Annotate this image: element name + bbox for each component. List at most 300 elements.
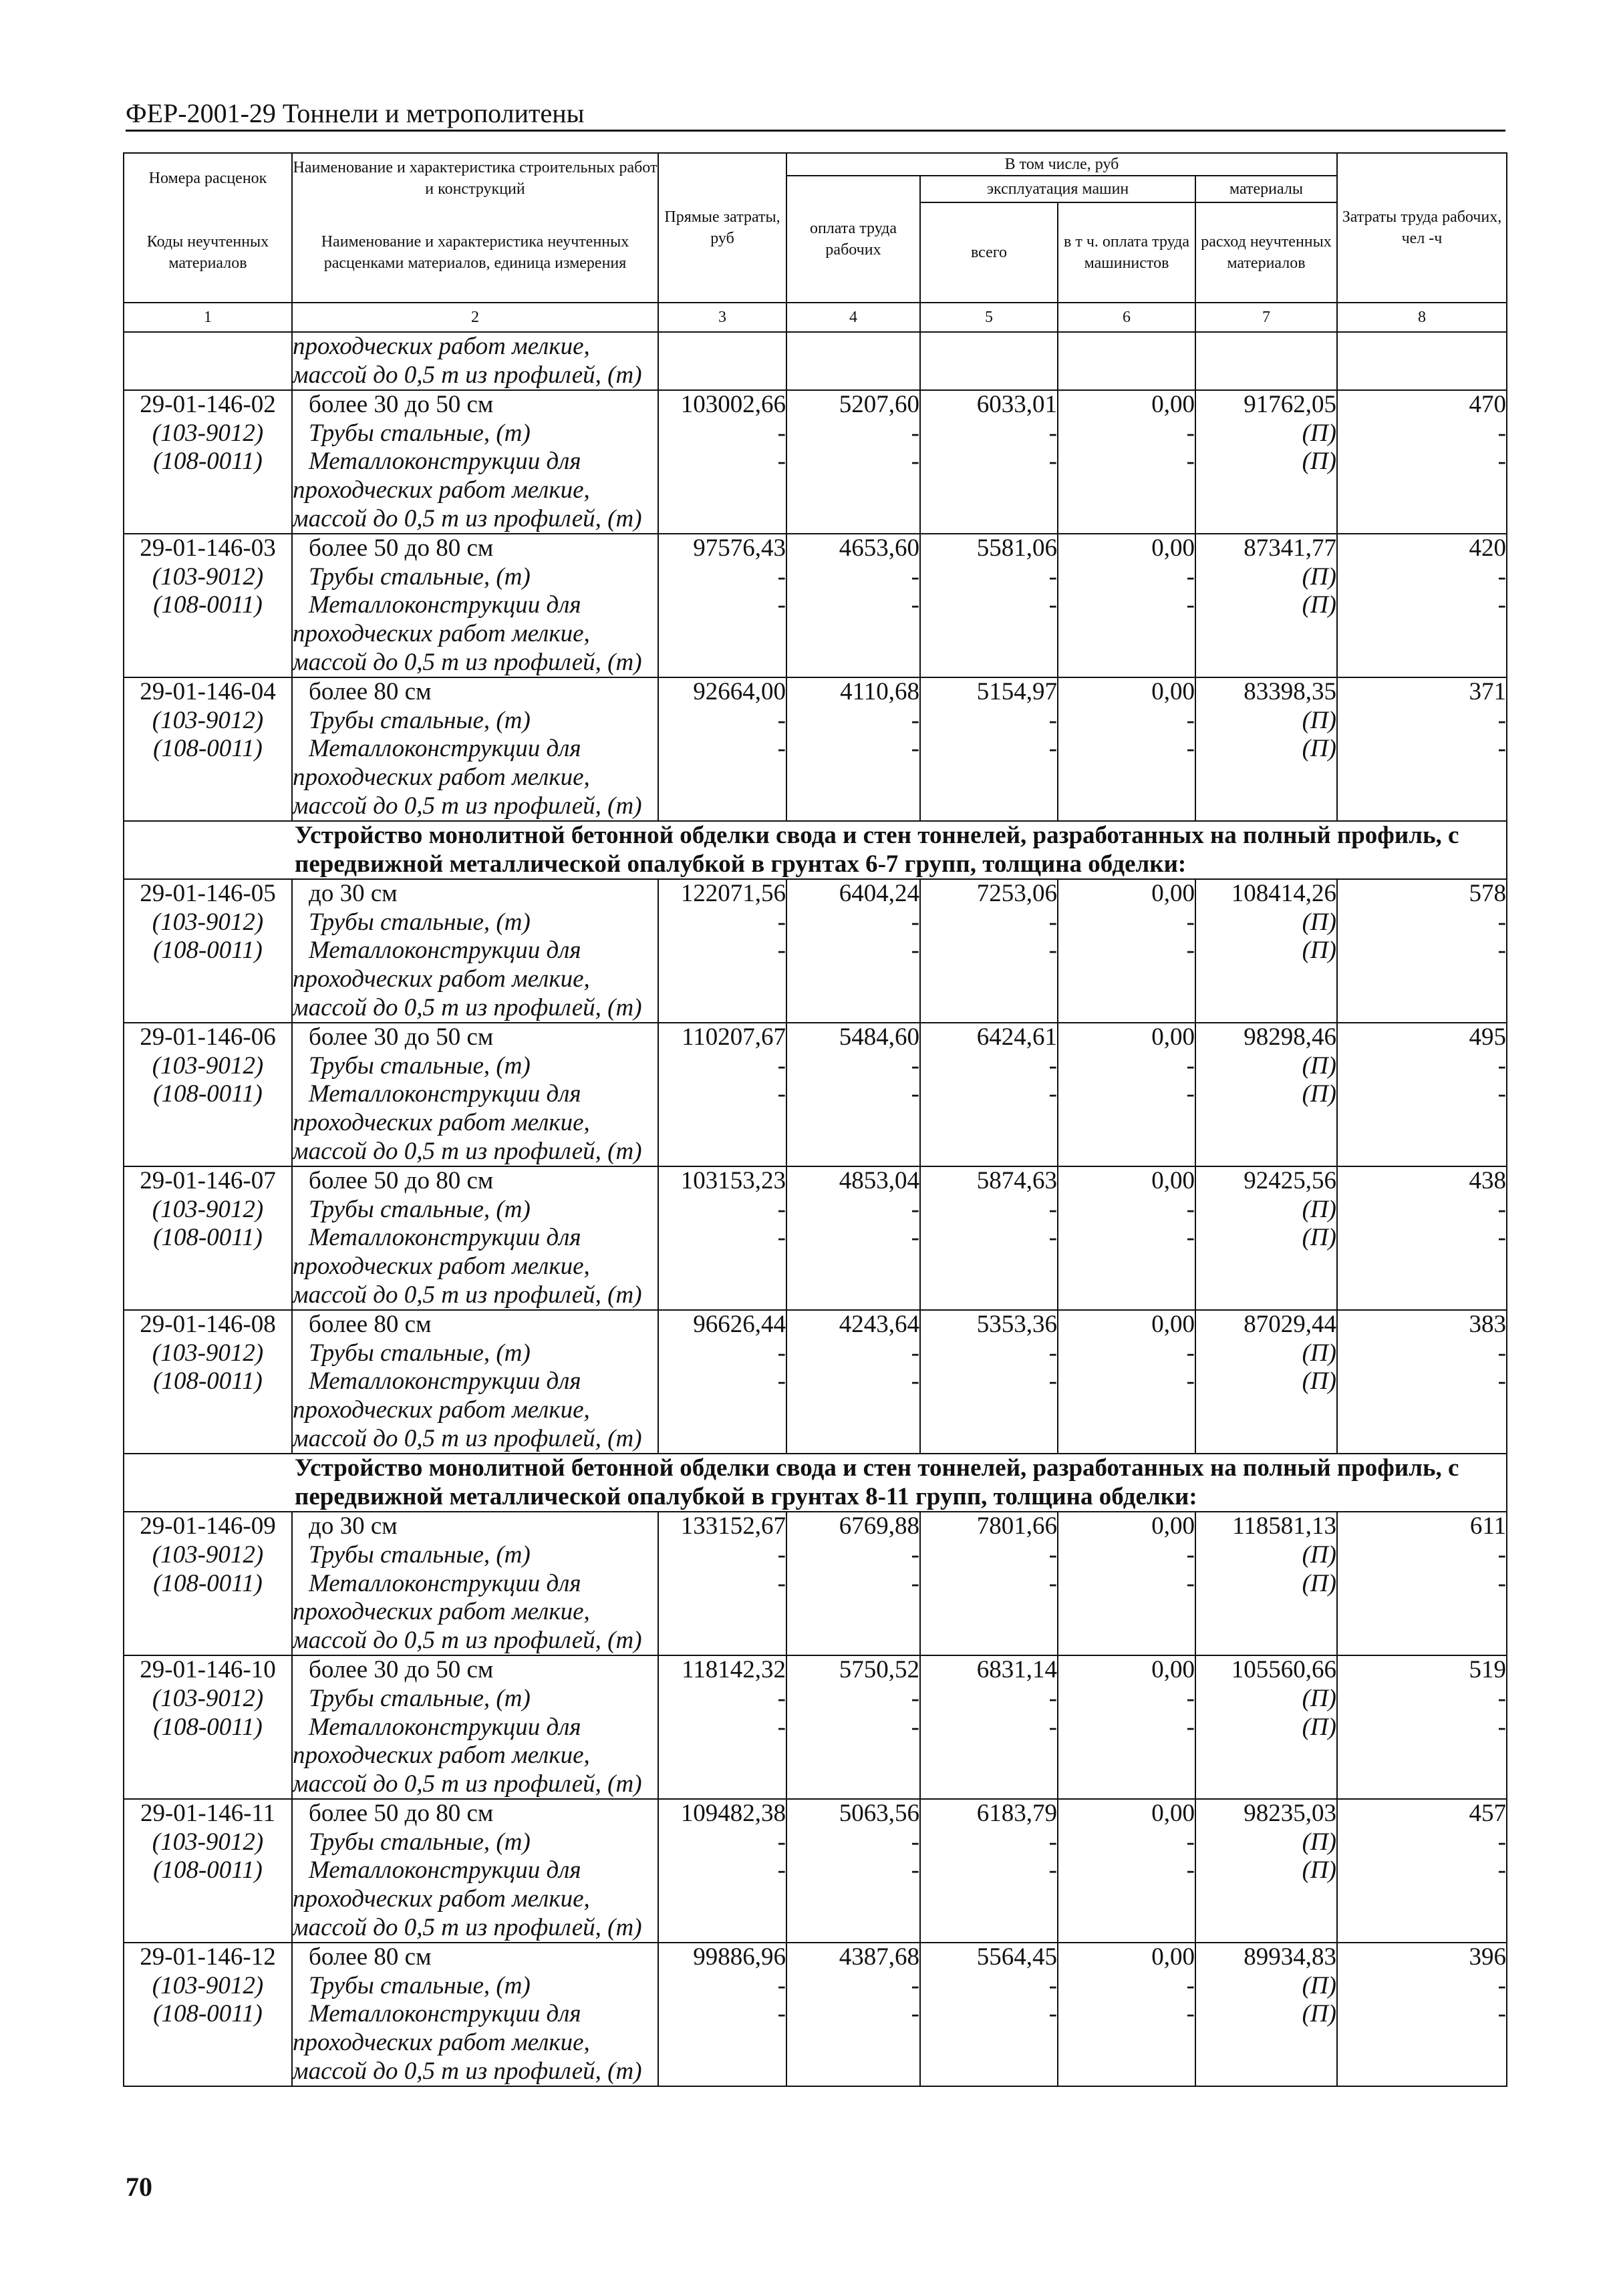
material-name: Трубы стальные, (т) xyxy=(309,1195,531,1223)
dash: - xyxy=(911,735,919,763)
dash: - xyxy=(1497,908,1506,936)
rate-code: 29-01-146-09 xyxy=(140,1512,276,1540)
material-name: массой до 0,5 т из профилей, (т) xyxy=(293,1770,642,1798)
section-title: Устройство монолитной бетонной обделки свода и стен тоннелей, разработанных на полный профиль, с передвижной металлической опалубкой в грунтах 8-11 групп, толщина обделки: xyxy=(292,1454,1507,1512)
labor-pay: 5750,52 xyxy=(839,1656,919,1684)
machinists-pay: 0,00 xyxy=(1151,1311,1195,1339)
machinists-pay: 0,00 xyxy=(1151,1167,1195,1195)
dash: - xyxy=(1497,419,1506,447)
materials-cost: 118581,13 xyxy=(1232,1512,1336,1540)
material-code: (108-0011) xyxy=(153,1367,263,1396)
rate-code: 29-01-146-08 xyxy=(140,1311,276,1339)
dash: - xyxy=(1048,448,1057,476)
rate-row xyxy=(124,1310,1507,1454)
machinists-pay: 0,00 xyxy=(1151,1512,1195,1540)
material-code: (103-9012) xyxy=(152,562,264,591)
dash: - xyxy=(1186,1684,1195,1712)
dash: - xyxy=(1186,1195,1195,1223)
materials-per-project: (П) xyxy=(1302,1367,1336,1396)
materials-cost: 98235,03 xyxy=(1244,1800,1336,1828)
column-number: 1 xyxy=(124,303,292,332)
material-name: Металлоконструкции для xyxy=(309,448,581,476)
labor-hours: 457 xyxy=(1469,1800,1506,1828)
dash: - xyxy=(1186,591,1195,619)
materials-per-project: (П) xyxy=(1302,908,1336,936)
materials-per-project: (П) xyxy=(1302,1224,1336,1252)
material-name: Металлоконструкции для xyxy=(309,591,581,619)
dash: - xyxy=(911,1828,919,1856)
dash: - xyxy=(1186,1540,1195,1569)
materials-cost: 91762,05 xyxy=(1244,391,1336,419)
rate-name: более 50 до 80 см xyxy=(309,1800,494,1828)
dash: - xyxy=(777,1080,786,1108)
labor-hours: 438 xyxy=(1469,1167,1506,1195)
rate-row xyxy=(124,390,1507,534)
dash: - xyxy=(1497,1713,1506,1741)
rate-code: 29-01-146-02 xyxy=(140,391,276,419)
dash: - xyxy=(1497,1195,1506,1223)
header-rate-numbers: Номера расценок xyxy=(124,153,292,202)
dash: - xyxy=(1048,419,1057,447)
material-code: (103-9012) xyxy=(152,706,264,734)
machinists-pay: 0,00 xyxy=(1151,534,1195,562)
materials-per-project: (П) xyxy=(1302,1540,1336,1569)
material-code: (108-0011) xyxy=(153,1080,263,1108)
dash: - xyxy=(1186,1856,1195,1884)
header-machinists-pay: в т ч. оплата труда машинистов xyxy=(1058,202,1195,303)
labor-pay: 4653,60 xyxy=(839,534,919,562)
machinists-pay: 0,00 xyxy=(1151,678,1195,706)
dash: - xyxy=(1186,1051,1195,1080)
dash: - xyxy=(1048,1971,1057,1999)
dash: - xyxy=(1048,937,1057,965)
material-code: (103-9012) xyxy=(152,1051,264,1080)
rate-name: более 80 см xyxy=(309,1311,432,1339)
material-name: Металлоконструкции для xyxy=(309,1224,581,1252)
material-name: проходческих работ мелкие, xyxy=(293,1742,590,1770)
dash: - xyxy=(777,706,786,734)
material-name: Трубы стальные, (т) xyxy=(309,706,531,734)
materials-cost: 92425,56 xyxy=(1244,1167,1336,1195)
direct-costs: 96626,44 xyxy=(693,1311,786,1339)
dash: - xyxy=(777,1569,786,1597)
material-code: (108-0011) xyxy=(153,2000,263,2028)
machinists-pay: 0,00 xyxy=(1151,391,1195,419)
labor-pay: 5484,60 xyxy=(839,1023,919,1051)
material-name: Металлоконструкции для xyxy=(309,937,581,965)
materials-per-project: (П) xyxy=(1302,591,1336,619)
material-name: проходческих работ мелкие, xyxy=(293,1598,590,1626)
column-number: 6 xyxy=(1058,303,1195,332)
dash: - xyxy=(777,735,786,763)
material-code: (103-9012) xyxy=(152,908,264,936)
header-machines-total: всего xyxy=(920,202,1058,303)
dash: - xyxy=(777,1828,786,1856)
rates-table xyxy=(123,152,1507,2087)
header-materials: материалы xyxy=(1195,176,1337,202)
machines-total: 5874,63 xyxy=(976,1167,1057,1195)
dash: - xyxy=(1497,2000,1506,2028)
dash: - xyxy=(777,1367,786,1396)
dash: - xyxy=(777,1051,786,1080)
column-number: 7 xyxy=(1195,303,1337,332)
dash: - xyxy=(911,908,919,936)
machines-total: 6033,01 xyxy=(976,391,1057,419)
dash: - xyxy=(1186,1569,1195,1597)
dash: - xyxy=(911,1195,919,1223)
machines-total: 5353,36 xyxy=(976,1311,1057,1339)
dash: - xyxy=(1186,2000,1195,2028)
rate-code: 29-01-146-07 xyxy=(140,1167,276,1195)
dash: - xyxy=(911,1569,919,1597)
material-name: массой до 0,5 т из профилей, (т) xyxy=(293,1626,642,1654)
dash: - xyxy=(1186,448,1195,476)
machines-total: 6831,14 xyxy=(976,1656,1057,1684)
materials-per-project: (П) xyxy=(1302,1195,1336,1223)
dash: - xyxy=(911,1339,919,1367)
dash: - xyxy=(911,937,919,965)
labor-hours: 611 xyxy=(1469,1512,1506,1540)
material-name: Трубы стальные, (т) xyxy=(309,908,531,936)
dash: - xyxy=(911,1971,919,1999)
material-name: проходческих работ мелкие, xyxy=(293,1396,590,1424)
rate-name: более 30 до 50 см xyxy=(309,391,494,419)
dash: - xyxy=(1497,1080,1506,1108)
dash: - xyxy=(1186,908,1195,936)
machines-total: 5154,97 xyxy=(976,678,1057,706)
page-title: ФЕР-2001-29 Тоннели и метрополитены xyxy=(126,99,1505,132)
machines-total: 7801,66 xyxy=(976,1512,1057,1540)
materials-cost: 87029,44 xyxy=(1244,1311,1336,1339)
machinists-pay: 0,00 xyxy=(1151,880,1195,908)
material-code: (103-9012) xyxy=(152,1195,264,1223)
dash: - xyxy=(1186,1339,1195,1367)
rate-code: 29-01-146-05 xyxy=(140,880,276,908)
dash: - xyxy=(1048,1569,1057,1597)
dash: - xyxy=(1497,706,1506,734)
material-name: массой до 0,5 т из профилей, (т) xyxy=(293,504,642,532)
rate-name: более 50 до 80 см xyxy=(309,1167,494,1195)
dash: - xyxy=(1186,735,1195,763)
dash: - xyxy=(1048,1856,1057,1884)
labor-pay: 6404,24 xyxy=(839,880,919,908)
column-number: 3 xyxy=(658,303,786,332)
dash: - xyxy=(1497,1051,1506,1080)
page-number: 70 xyxy=(126,2172,152,2202)
dash: - xyxy=(1048,591,1057,619)
dash: - xyxy=(911,1684,919,1712)
direct-costs: 92664,00 xyxy=(693,678,786,706)
dash: - xyxy=(777,448,786,476)
labor-hours: 470 xyxy=(1469,391,1506,419)
dash: - xyxy=(911,706,919,734)
continuation-line: проходческих работ мелкие, xyxy=(293,333,590,360)
machines-total: 5581,06 xyxy=(976,534,1057,562)
dash: - xyxy=(911,1856,919,1884)
labor-hours: 495 xyxy=(1469,1023,1506,1051)
machinists-pay: 0,00 xyxy=(1151,1943,1195,1971)
rate-name: до 30 см xyxy=(309,880,398,908)
dash: - xyxy=(1048,908,1057,936)
dash: - xyxy=(1048,1684,1057,1712)
dash: - xyxy=(777,908,786,936)
column-numbers-row xyxy=(124,303,1507,332)
material-name: Металлоконструкции для xyxy=(309,1367,581,1396)
material-name: Трубы стальные, (т) xyxy=(309,1684,531,1712)
direct-costs: 110207,67 xyxy=(682,1023,786,1051)
machines-total: 6424,61 xyxy=(976,1023,1057,1051)
material-code: (108-0011) xyxy=(153,735,263,763)
materials-per-project: (П) xyxy=(1302,1856,1336,1884)
column-number: 4 xyxy=(786,303,920,332)
rate-row xyxy=(124,1799,1507,1943)
rate-code: 29-01-146-12 xyxy=(140,1943,276,1971)
material-code: (103-9012) xyxy=(152,419,264,447)
materials-per-project: (П) xyxy=(1302,1713,1336,1741)
material-name: массой до 0,5 т из профилей, (т) xyxy=(293,993,642,1021)
dash: - xyxy=(1048,1713,1057,1741)
dash: - xyxy=(1497,937,1506,965)
dash: - xyxy=(1048,1540,1057,1569)
material-code: (108-0011) xyxy=(153,1713,263,1741)
machinists-pay: 0,00 xyxy=(1151,1023,1195,1051)
material-name: Трубы стальные, (т) xyxy=(309,562,531,591)
dash: - xyxy=(1048,1224,1057,1252)
labor-hours: 578 xyxy=(1469,880,1506,908)
dash: - xyxy=(1497,1684,1506,1712)
material-code: (108-0011) xyxy=(153,591,263,619)
material-name: проходческих работ мелкие, xyxy=(293,965,590,993)
labor-pay: 5063,56 xyxy=(839,1800,919,1828)
table-header xyxy=(124,153,1507,332)
labor-pay: 5207,60 xyxy=(839,391,919,419)
machines-total: 6183,79 xyxy=(976,1800,1057,1828)
material-name: Металлоконструкции для xyxy=(309,735,581,763)
dash: - xyxy=(1497,735,1506,763)
direct-costs: 99886,96 xyxy=(693,1943,786,1971)
materials-per-project: (П) xyxy=(1302,1828,1336,1856)
dash: - xyxy=(777,419,786,447)
materials-per-project: (П) xyxy=(1302,419,1336,447)
dash: - xyxy=(1048,2000,1057,2028)
materials-per-project: (П) xyxy=(1302,735,1336,763)
dash: - xyxy=(1186,419,1195,447)
rate-name: более 80 см xyxy=(309,1943,432,1971)
material-name: массой до 0,5 т из профилей, (т) xyxy=(293,1913,642,1941)
dash: - xyxy=(777,591,786,619)
direct-costs: 122071,56 xyxy=(680,880,786,908)
rate-row xyxy=(124,534,1507,677)
materials-per-project: (П) xyxy=(1302,1051,1336,1080)
dash: - xyxy=(777,1713,786,1741)
material-name: массой до 0,5 т из профилей, (т) xyxy=(293,1424,642,1452)
labor-hours: 420 xyxy=(1469,534,1506,562)
dash: - xyxy=(777,1856,786,1884)
materials-per-project: (П) xyxy=(1302,562,1336,591)
dash: - xyxy=(777,937,786,965)
dash: - xyxy=(1048,1195,1057,1223)
machines-total: 5564,45 xyxy=(976,1943,1057,1971)
dash: - xyxy=(1048,562,1057,591)
dash: - xyxy=(1186,1367,1195,1396)
labor-hours: 519 xyxy=(1469,1656,1506,1684)
material-code: (108-0011) xyxy=(153,1856,263,1884)
material-name: проходческих работ мелкие, xyxy=(293,2029,590,2057)
dash: - xyxy=(1186,1828,1195,1856)
direct-costs: 103002,66 xyxy=(680,391,786,419)
dash: - xyxy=(1497,1856,1506,1884)
materials-cost: 105560,66 xyxy=(1231,1656,1336,1684)
dash: - xyxy=(911,1051,919,1080)
direct-costs: 133152,67 xyxy=(680,1512,786,1540)
materials-per-project: (П) xyxy=(1302,1971,1336,1999)
dash: - xyxy=(1497,562,1506,591)
labor-pay: 4243,64 xyxy=(839,1311,919,1339)
labor-pay: 6769,88 xyxy=(839,1512,919,1540)
labor-pay: 4110,68 xyxy=(840,678,919,706)
dash: - xyxy=(1048,1828,1057,1856)
materials-cost: 98298,46 xyxy=(1244,1023,1336,1051)
dash: - xyxy=(777,1540,786,1569)
rate-code: 29-01-146-11 xyxy=(140,1800,276,1828)
continuation-row xyxy=(124,332,1507,390)
header-work-name: Наименование и характеристика строительных работ и конструкций xyxy=(292,153,658,202)
material-name: проходческих работ мелкие, xyxy=(293,763,590,791)
material-name: массой до 0,5 т из профилей, (т) xyxy=(293,1137,642,1165)
dash: - xyxy=(1186,1080,1195,1108)
material-name: проходческих работ мелкие, xyxy=(293,1109,590,1137)
dash: - xyxy=(1186,1224,1195,1252)
dash: - xyxy=(777,2000,786,2028)
materials-per-project: (П) xyxy=(1302,448,1336,476)
dash: - xyxy=(911,448,919,476)
labor-hours: 383 xyxy=(1469,1311,1506,1339)
rate-name: более 30 до 50 см xyxy=(309,1023,494,1051)
dash: - xyxy=(911,1540,919,1569)
material-code: (103-9012) xyxy=(152,1339,264,1367)
dash: - xyxy=(911,1080,919,1108)
dash: - xyxy=(777,1224,786,1252)
dash: - xyxy=(777,1684,786,1712)
labor-pay: 4853,04 xyxy=(839,1167,919,1195)
rate-row xyxy=(124,677,1507,821)
dash: - xyxy=(911,2000,919,2028)
dash: - xyxy=(911,591,919,619)
header-labor-pay: оплата труда рабочих xyxy=(786,176,920,303)
materials-per-project: (П) xyxy=(1302,1339,1336,1367)
machinists-pay: 0,00 xyxy=(1151,1656,1195,1684)
dash: - xyxy=(911,1713,919,1741)
header-materials-use: расход неучтенных материалов xyxy=(1195,202,1337,303)
header-including: В том числе, руб xyxy=(786,153,1337,176)
materials-cost: 108414,26 xyxy=(1231,880,1336,908)
material-name: массой до 0,5 т из профилей, (т) xyxy=(293,2057,642,2085)
direct-costs: 103153,23 xyxy=(680,1167,786,1195)
direct-costs: 118142,32 xyxy=(682,1656,786,1684)
dash: - xyxy=(1048,1339,1057,1367)
dash: - xyxy=(1186,1713,1195,1741)
material-name: Трубы стальные, (т) xyxy=(309,1828,531,1856)
material-name: Металлоконструкции для xyxy=(309,1856,581,1884)
material-name: Металлоконструкции для xyxy=(309,1569,581,1597)
material-name: Металлоконструкции для xyxy=(309,1080,581,1108)
materials-cost: 87341,77 xyxy=(1244,534,1336,562)
material-name: массой до 0,5 т из профилей, (т) xyxy=(293,792,642,820)
material-name: Металлоконструкции для xyxy=(309,2000,581,2028)
material-name: проходческих работ мелкие, xyxy=(293,1253,590,1280)
dash: - xyxy=(911,419,919,447)
rate-row xyxy=(124,1655,1507,1799)
materials-per-project: (П) xyxy=(1302,1080,1336,1108)
dash: - xyxy=(1186,562,1195,591)
rate-code: 29-01-146-10 xyxy=(140,1656,276,1684)
dash: - xyxy=(1186,706,1195,734)
rate-row xyxy=(124,1943,1507,2086)
section-title-row xyxy=(124,821,1507,879)
rate-name: до 30 см xyxy=(309,1512,398,1540)
dash: - xyxy=(777,1195,786,1223)
materials-cost: 83398,35 xyxy=(1244,678,1336,706)
dash: - xyxy=(1497,1367,1506,1396)
dash: - xyxy=(911,1367,919,1396)
dash: - xyxy=(777,1339,786,1367)
material-code: (103-9012) xyxy=(152,1684,264,1712)
dash: - xyxy=(911,562,919,591)
materials-per-project: (П) xyxy=(1302,1684,1336,1712)
material-code: (108-0011) xyxy=(153,448,263,476)
material-code: (103-9012) xyxy=(152,1971,264,1999)
rate-code: 29-01-146-06 xyxy=(140,1023,276,1051)
dash: - xyxy=(1186,937,1195,965)
materials-cost: 89934,83 xyxy=(1244,1943,1336,1971)
material-name: Трубы стальные, (т) xyxy=(309,1051,531,1080)
material-code: (103-9012) xyxy=(152,1540,264,1569)
labor-hours: 371 xyxy=(1469,678,1506,706)
material-name: Металлоконструкции для xyxy=(309,1713,581,1741)
rate-name: более 50 до 80 см xyxy=(309,534,494,562)
material-name: Трубы стальные, (т) xyxy=(309,1971,531,1999)
section-title-row xyxy=(124,1454,1507,1512)
material-name: Трубы стальные, (т) xyxy=(309,1540,531,1569)
labor-pay: 4387,68 xyxy=(839,1943,919,1971)
continuation-line: массой до 0,5 т из профилей, (т) xyxy=(293,361,642,389)
dash: - xyxy=(1048,1051,1057,1080)
direct-costs: 109482,38 xyxy=(680,1800,786,1828)
dash: - xyxy=(1497,1224,1506,1252)
dash: - xyxy=(911,1224,919,1252)
dash: - xyxy=(1497,448,1506,476)
material-name: массой до 0,5 т из профилей, (т) xyxy=(293,648,642,676)
rate-name: более 30 до 50 см xyxy=(309,1656,494,1684)
header-labor-hours: Затраты труда рабочих, чел -ч xyxy=(1337,153,1507,303)
column-number: 8 xyxy=(1337,303,1507,332)
column-number: 5 xyxy=(920,303,1058,332)
rate-code: 29-01-146-03 xyxy=(140,534,276,562)
rate-row xyxy=(124,1023,1507,1166)
machinists-pay: 0,00 xyxy=(1151,1800,1195,1828)
rate-code: 29-01-146-04 xyxy=(140,678,276,706)
material-name: проходческих работ мелкие, xyxy=(293,619,590,647)
material-code: (108-0011) xyxy=(153,1569,263,1597)
rate-row xyxy=(124,879,1507,1023)
rate-row xyxy=(124,1166,1507,1310)
materials-per-project: (П) xyxy=(1302,706,1336,734)
direct-costs: 97576,43 xyxy=(693,534,786,562)
dash: - xyxy=(1048,706,1057,734)
dash: - xyxy=(777,562,786,591)
column-number: 2 xyxy=(292,303,658,332)
header-material-names: Наименование и характеристика неучтенных расценками материалов, единица измерения xyxy=(292,202,658,303)
